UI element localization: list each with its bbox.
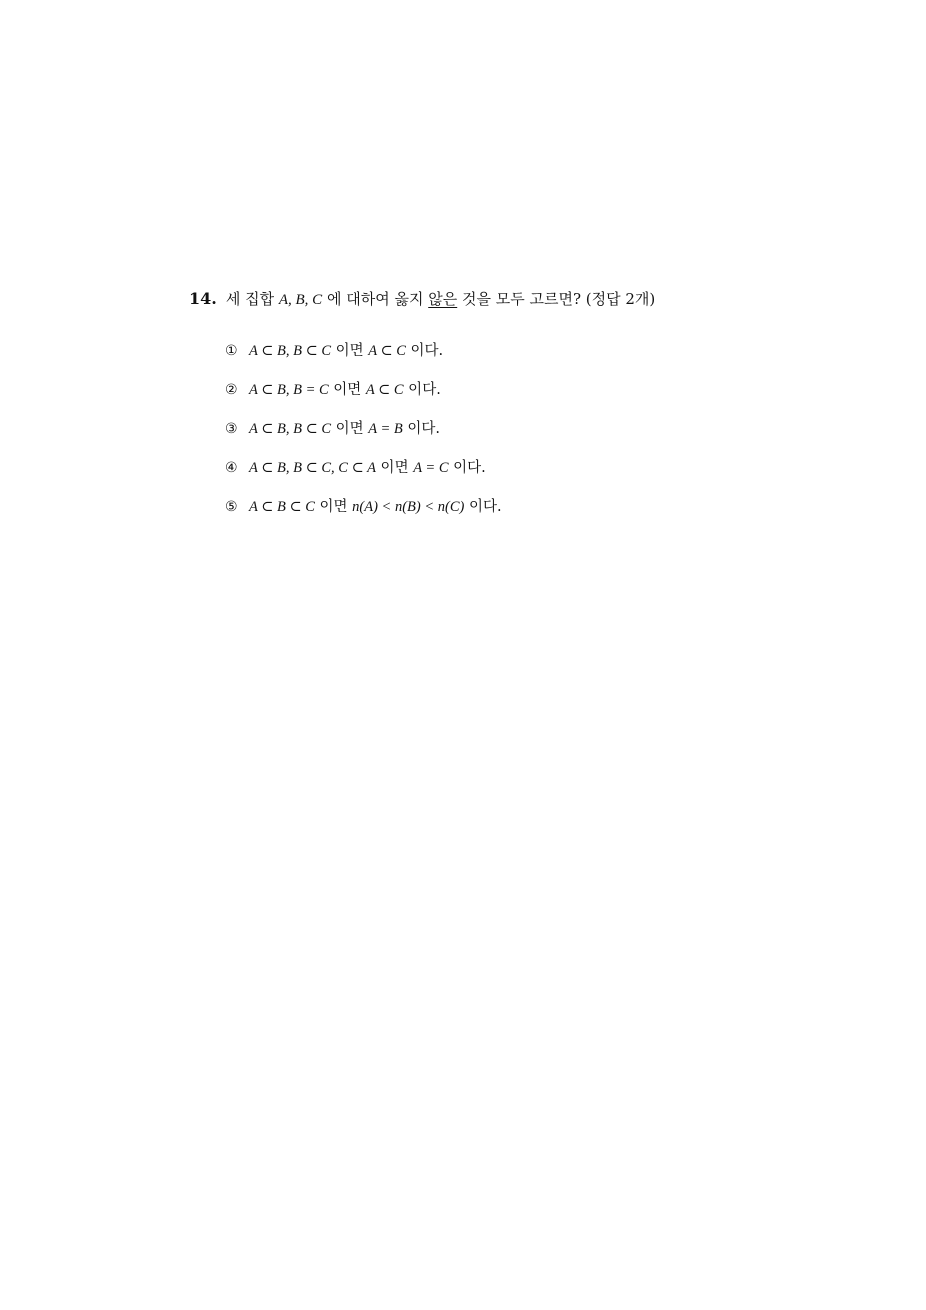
option-3[interactable] [225,418,502,457]
option-condition: A ⊂ B, B ⊂ C, C ⊂ A [249,460,376,476]
option-marker: ② [225,382,238,398]
option-ending: 이다. [464,499,502,515]
option-connector: 이면 [331,421,369,437]
question-number: 14. [189,289,217,308]
option-marker: ⑤ [225,499,238,515]
stem-text-mid: 에 대하여 옳지 [322,290,429,308]
option-ending: 이다. [402,421,440,437]
option-ending: 이다. [405,343,444,359]
option-conclusion: A = B [368,421,403,437]
option-marker: ① [225,343,238,359]
stem-sets: A, B, C [278,292,323,308]
option-ending: 이다. [448,460,486,476]
option-condition: A ⊂ B, B ⊂ C [249,343,332,359]
option-connector: 이면 [331,343,369,359]
option-conclusion: A ⊂ C [365,382,404,398]
stem-text-post: 것을 모두 고르면? (정답 2개) [457,290,656,308]
option-conclusion: A = C [413,460,449,476]
stem-underlined-word: 않은 [428,290,458,308]
option-condition: A ⊂ B, B ⊂ C [249,421,332,437]
option-4[interactable] [225,457,502,496]
question-stem [189,288,655,311]
stem-text-pre: 세 집합 [225,290,279,308]
option-5[interactable] [225,496,502,535]
option-condition: A ⊂ B ⊂ C [249,499,315,515]
option-conclusion: n(A) < n(B) < n(C) [352,499,465,515]
option-connector: 이면 [328,382,366,398]
option-conclusion: A ⊂ C [368,343,406,359]
option-connector: 이면 [314,499,353,515]
option-2[interactable] [225,379,502,418]
option-connector: 이면 [375,460,414,476]
option-1[interactable] [225,340,502,379]
answer-options [225,340,502,535]
option-ending: 이다. [403,382,441,398]
option-marker: ④ [225,460,238,476]
option-marker: ③ [225,421,238,437]
option-condition: A ⊂ B, B = C [249,382,329,398]
